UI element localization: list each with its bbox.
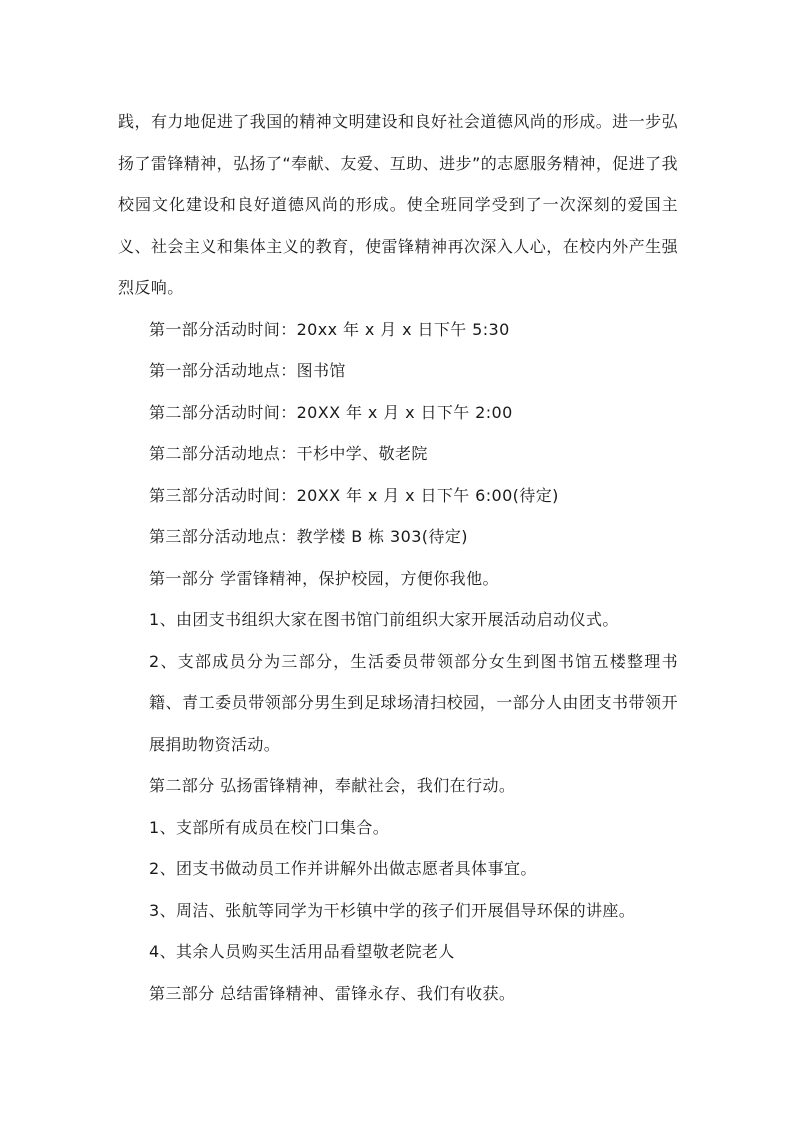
part3-location: 第三部分活动地点：教学楼 B 栋 303(待定) xyxy=(149,527,468,546)
part2-heading: 第二部分 弘扬雷锋精神，奉献社会，我们在行动。 xyxy=(149,776,516,795)
part1-time: 第一部分活动时间：20xx 年 x 月 x 日下午 5:30 xyxy=(149,319,510,339)
part2-item-4: 4、其余人员购买生活用品看望敬老院老人 xyxy=(149,942,455,961)
part2-item-2: 2、团支书做动员工作并讲解外出做志愿者具体事宜。 xyxy=(149,859,537,878)
part1-item-1: 1、由团支书组织大家在图书馆门前组织大家开展活动启动仪式。 xyxy=(149,610,619,629)
part3-time: 第三部分活动时间：20XX 年 x 月 x 日下午 6:00(待定) xyxy=(149,485,559,505)
part2-item-3: 3、周洁、张航等同学为干杉镇中学的孩子们开展倡导环保的讲座。 xyxy=(149,900,636,920)
part2-item-1: 1、支部所有成员在校门口集合。 xyxy=(149,817,390,837)
part3-heading: 第三部分 总结雷锋精神、雷锋永存、我们有收获。 xyxy=(149,983,516,1003)
part2-location: 第二部分活动地点：干杉中学、敬老院 xyxy=(149,444,428,463)
part1-heading: 第一部分 学雷锋精神，保护校园，方便你我他。 xyxy=(149,568,499,588)
paragraph-intro: 践，有力地促进了我国的精神文明建设和良好社会道德风尚的形成。进一步弘扬了雷锋精神，弘扬了“奉献、友爱、互助、进步”的志愿服务精神，促进了我校园文化建设和良好道德风尚的形成。使全班同学受到了一次深刻的爱国主义、社会主义和集体主义的教育，使雷锋精神再次深入人心，在校内外产生强烈反响。 xyxy=(118,112,678,297)
part1-location: 第一部分活动地点：图书馆 xyxy=(149,361,346,380)
part1-item-2: 2、支部成员分为三部分，生活委员带领部分女生到图书馆五楼整理书籍、青工委员带领部分男生到足球场清扫校园，一部分人由团支书带领开展捐助物资活动。 xyxy=(149,651,678,754)
document-body xyxy=(118,101,678,1014)
part2-time: 第二部分活动时间：20XX 年 x 月 x 日下午 2:00 xyxy=(149,402,513,422)
